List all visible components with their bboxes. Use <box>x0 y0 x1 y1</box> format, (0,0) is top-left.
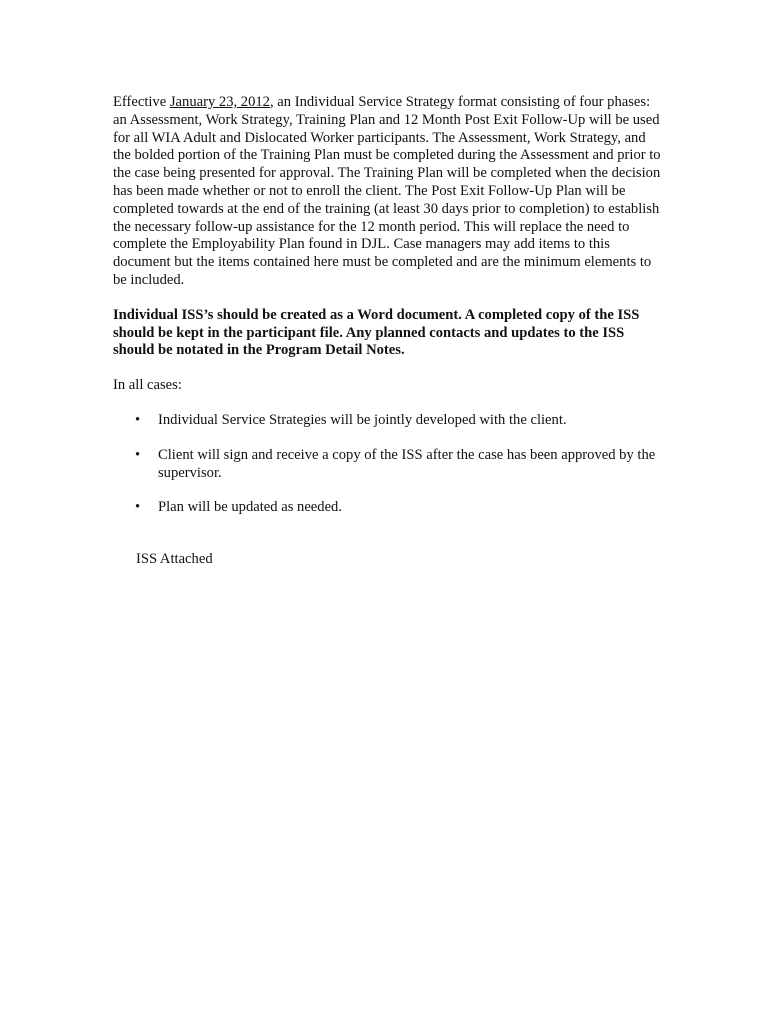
list-item-text: Client will sign and receive a copy of the ISS after the case has been approved by the supervisor. <box>158 446 656 481</box>
cases-intro: In all cases: <box>113 377 182 394</box>
list-item <box>113 499 661 517</box>
list-item-text: Individual Service Strategies will be jointly developed with the client. <box>158 411 567 428</box>
iss-attached-note: ISS Attached <box>136 551 213 568</box>
bullet-icon: • <box>135 411 141 428</box>
list-item <box>113 412 661 430</box>
effective-date: January 23, 2012 <box>169 94 270 110</box>
bold-instructions-paragraph: Individual ISS’s should be created as a Word document. A completed copy of the ISS should be kept in the participant file. Any planned contacts and updates to the ISS should be notated in the Program Detail Notes. <box>113 306 640 359</box>
intro-body: , an Individual Service Strategy format consisting of four phases: an Assessment, Work Strategy, Training Plan and 12 Month Post Exit Follow-Up will be used for all WIA Adult and Dislocated Worker participants. The Assessment, Work Strategy, and the bolded portion of the Training Plan must be completed during the Assessment and prior to the case being presented for approval. The Training Plan will be completed when the decision has been made whether or not to enroll the client. The Post Exit Follow-Up Plan will be completed towards at the end of the training (at least 30 days prior to completion) to establish the necessary follow-up assistance for the 12 month period. This will replace the need to complete the Employability Plan found in DJL. Case managers may add items to this document but the items contained here must be completed and are the minimum elements to be included. <box>113 94 661 288</box>
bullet-icon: • <box>135 499 141 516</box>
intro-prefix: Effective <box>113 94 170 110</box>
bullet-icon: • <box>135 446 141 463</box>
document-body <box>113 94 661 569</box>
list-item-text: Plan will be updated as needed. <box>158 499 342 516</box>
bullet-list <box>113 412 661 517</box>
list-item <box>113 447 661 483</box>
intro-paragraph <box>113 94 661 290</box>
